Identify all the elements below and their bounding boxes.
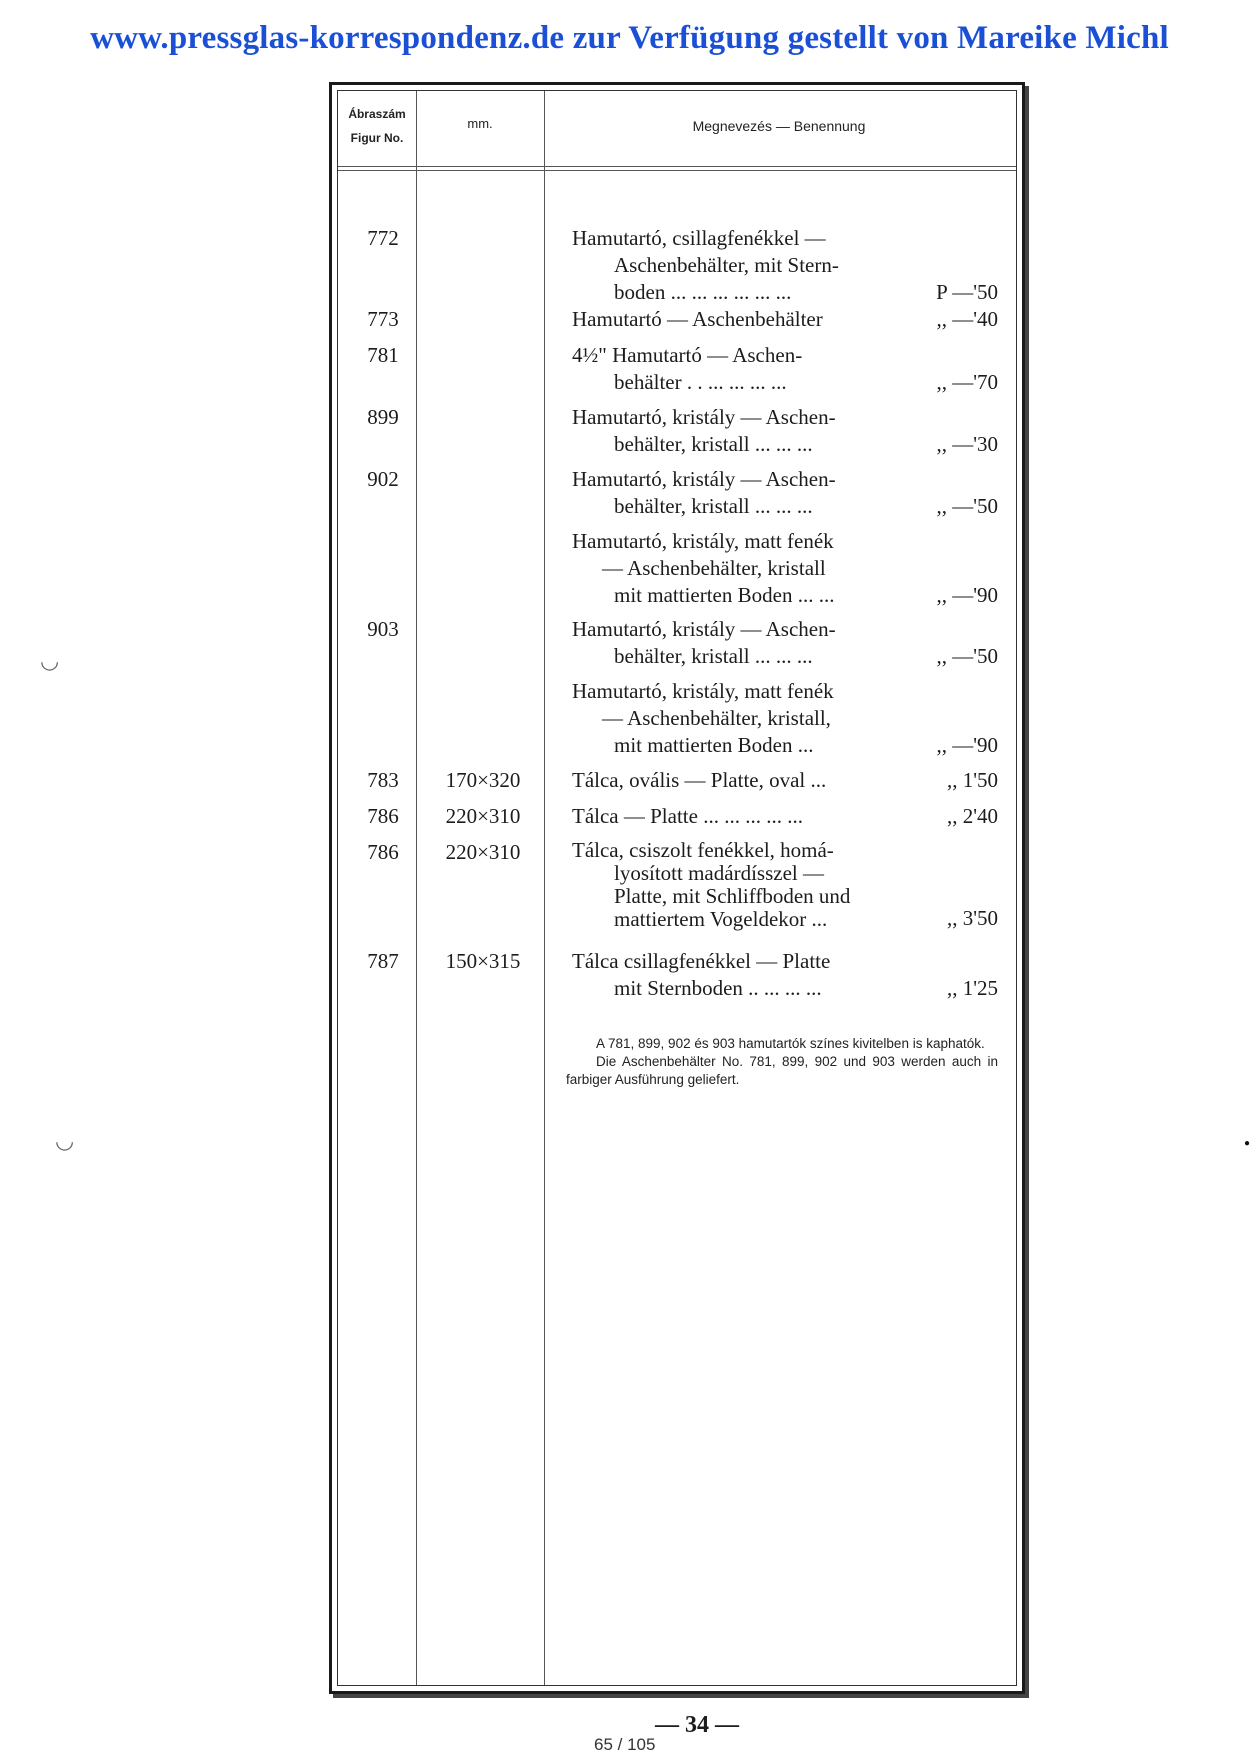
price: ,, 3'50 (946, 906, 998, 930)
footnote (566, 1035, 998, 1089)
description (572, 948, 932, 1002)
description-line: — Aschenbehälter, kristall (602, 556, 826, 580)
description-line: — Aschenbehälter, kristall, (602, 706, 831, 730)
description-line: mattiertem Vogeldekor ... (614, 907, 828, 931)
description (572, 306, 932, 333)
page-number: — 34 — (655, 1712, 739, 1738)
description-line: Tálca csillagfenékkel — Platte (572, 949, 831, 973)
description-line: lyosított madárdísszel — (614, 861, 824, 885)
description-line: mit mattierten Boden ... (614, 733, 814, 757)
description-line: behälter . . ... ... ... ... (614, 370, 787, 394)
price: ,, —'70 (936, 370, 998, 394)
figure-number: 783 (367, 768, 399, 792)
description-line: Hamutartó, kristály — Aschen- (572, 405, 836, 429)
figure-number: 772 (367, 226, 399, 250)
price: ,, 2'40 (946, 804, 998, 828)
figure-number: 781 (367, 343, 399, 367)
price: ,, —'40 (936, 307, 998, 331)
punch-hole-mark: ◡ (55, 1128, 75, 1153)
description-line: Hamutartó, kristály, matt fenék (572, 529, 834, 553)
price: ,, 1'50 (946, 768, 998, 792)
description-line: 4½" Hamutartó — Aschen- (572, 343, 803, 367)
dimensions: 220×310 (445, 804, 521, 828)
column-header-mm: mm. (467, 116, 493, 131)
description-line: behälter, kristall ... ... ... (614, 644, 813, 668)
speck-mark: ● (1244, 1138, 1251, 1149)
figure-number: 786 (367, 804, 399, 828)
description-line: mit mattierten Boden ... ... (614, 583, 835, 607)
figure-number: 902 (367, 467, 399, 491)
header-divider (338, 170, 1016, 171)
description (572, 528, 932, 609)
description-line: Hamutartó, kristály — Aschen- (572, 467, 836, 491)
dimensions: 220×310 (445, 840, 521, 864)
description-line: Aschenbehälter, mit Stern- (614, 253, 839, 277)
dimensions: 170×320 (445, 768, 521, 792)
figure-number: 903 (367, 617, 399, 641)
figure-number: 773 (367, 307, 399, 331)
description (572, 225, 932, 306)
header-divider (338, 166, 1016, 167)
pdf-page-indicator: 65 / 105 (594, 1735, 656, 1754)
description-line: behälter, kristall ... ... ... (614, 494, 813, 518)
source-header: www.pressglas-korrespondenz.de zur Verfügung gestellt von Mareike Michl (90, 20, 1169, 56)
price: ,, —'50 (936, 644, 998, 668)
description (572, 616, 932, 670)
footnote-german: Die Aschenbehälter No. 781, 899, 902 und 903 werden auch in farbiger Ausführung geliefert. (566, 1054, 998, 1087)
description (572, 839, 932, 931)
column-divider (416, 91, 417, 1685)
catalog-table-frame (329, 82, 1025, 1694)
figure-number: 787 (367, 949, 399, 973)
figure-number: 786 (367, 840, 399, 864)
price: ,, —'90 (936, 733, 998, 757)
description-line: mit Sternboden .. ... ... ... (614, 976, 822, 1000)
column-header-fig-hu: Ábraszám (348, 107, 406, 121)
description-line: boden ... ... ... ... ... ... (614, 280, 792, 304)
column-header-fig-de: Figur No. (350, 131, 404, 145)
description-line: Hamutartó, kristály, matt fenék (572, 679, 834, 703)
catalog-table (337, 90, 1017, 1686)
dimensions: 150×315 (445, 949, 521, 973)
price: ,, —'50 (936, 494, 998, 518)
description-line: Hamutartó, csillagfenékkel — (572, 226, 826, 250)
description (572, 767, 932, 794)
footnote-hungarian: A 781, 899, 902 és 903 hamutartók színes kivitelben is kaphatók. (596, 1036, 985, 1051)
description-line: behälter, kristall ... ... ... (614, 432, 813, 456)
description-line: Tálca, ovális — Platte, oval ... (572, 768, 827, 792)
column-header-description: Megnevezés — Benennung (692, 118, 866, 134)
description-line: Tálca, csiszolt fenékkel, homá- (572, 838, 834, 862)
description (572, 678, 932, 759)
price: ,, 1'25 (946, 976, 998, 1000)
price: ,, —'90 (936, 583, 998, 607)
price: ,, —'30 (936, 432, 998, 456)
description (572, 803, 932, 830)
description (572, 342, 932, 396)
punch-hole-mark: ◡ (40, 648, 60, 673)
description-line: Tálca — Platte ... ... ... ... ... (572, 804, 803, 828)
description-line: Platte, mit Schliffboden und (614, 884, 851, 908)
column-divider (544, 91, 545, 1685)
description (572, 466, 932, 520)
description-line: Hamutartó — Aschenbehälter (572, 307, 823, 331)
price: P —'50 (936, 280, 998, 304)
description-line: Hamutartó, kristály — Aschen- (572, 617, 836, 641)
figure-number: 899 (367, 405, 399, 429)
description (572, 404, 932, 458)
